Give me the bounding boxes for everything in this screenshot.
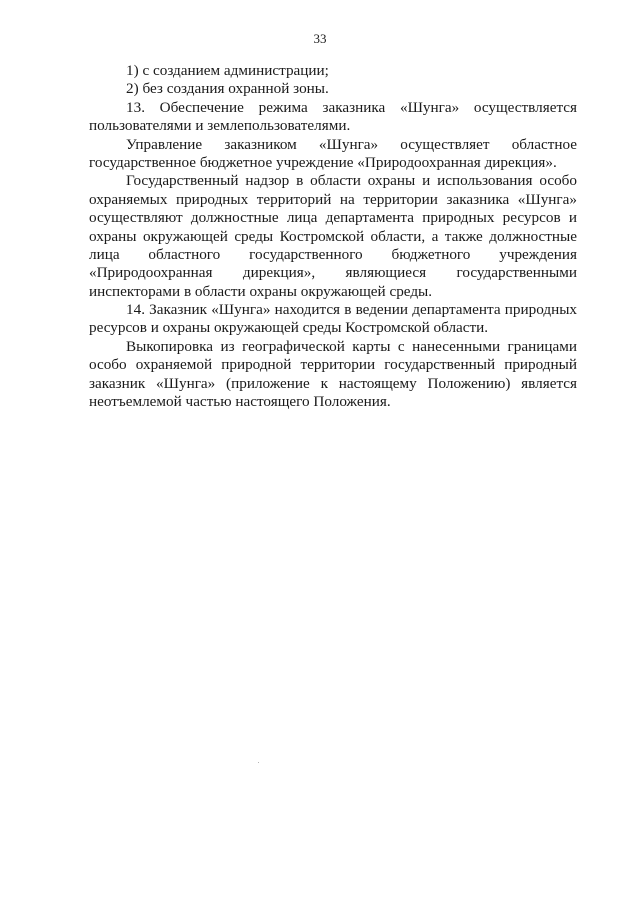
- page-number: 33: [313, 31, 327, 46]
- document-body: [89, 62, 577, 411]
- paragraph: [89, 338, 577, 412]
- text-line: охраны окружающей среды Костромской области, а также должностные: [89, 227, 577, 245]
- text-line: 1) с созданием администрации;: [126, 62, 329, 79]
- text-line: 2) без создания охранной зоны.: [126, 80, 329, 98]
- text-line: Управление заказником «Шунга» осуществляет областное: [126, 135, 577, 153]
- paragraph: [89, 172, 577, 301]
- text-line: заказник «Шунга» (приложение к настоящему Положению) является: [89, 374, 577, 392]
- text-line: ресурсов и охраны окружающей среды Костромской области.: [89, 319, 489, 337]
- paragraph: [89, 301, 577, 338]
- text-line: осуществляют должностные лица департамента природных ресурсов и: [89, 209, 577, 227]
- text-line: «Природоохранная дирекция», являющиеся государственными: [89, 264, 577, 282]
- scan-artifact: [258, 762, 259, 763]
- text-line: особо охраняемой природной территории государственный природный: [89, 356, 577, 374]
- text-line: Государственный надзор в области охраны и использования особо: [126, 172, 577, 190]
- text-line: 14. Заказник «Шунга» находится в ведении департамента природных: [126, 301, 577, 319]
- text-line: государственное бюджетное учреждение «Природоохранная дирекция».: [89, 153, 557, 171]
- text-line: охраняемых природных территорий на территории заказника «Шунга»: [89, 190, 577, 208]
- list-item: [89, 62, 577, 80]
- list-item: [89, 80, 577, 98]
- text-line: 13. Обеспечение режима заказника «Шунга» осуществляется: [126, 98, 577, 116]
- text-line: лица областного государственного бюджетного учреждения: [89, 245, 577, 263]
- text-line: пользователями и землепользователями.: [89, 117, 351, 135]
- text-line: неотъемлемой частью настоящего Положения.: [89, 393, 391, 411]
- paragraph: [89, 99, 577, 136]
- text-line: Выкопировка из географической карты с нанесенными границами: [126, 337, 577, 355]
- text-line: инспекторами в области охраны окружающей среды.: [89, 282, 433, 300]
- paragraph: [89, 136, 577, 173]
